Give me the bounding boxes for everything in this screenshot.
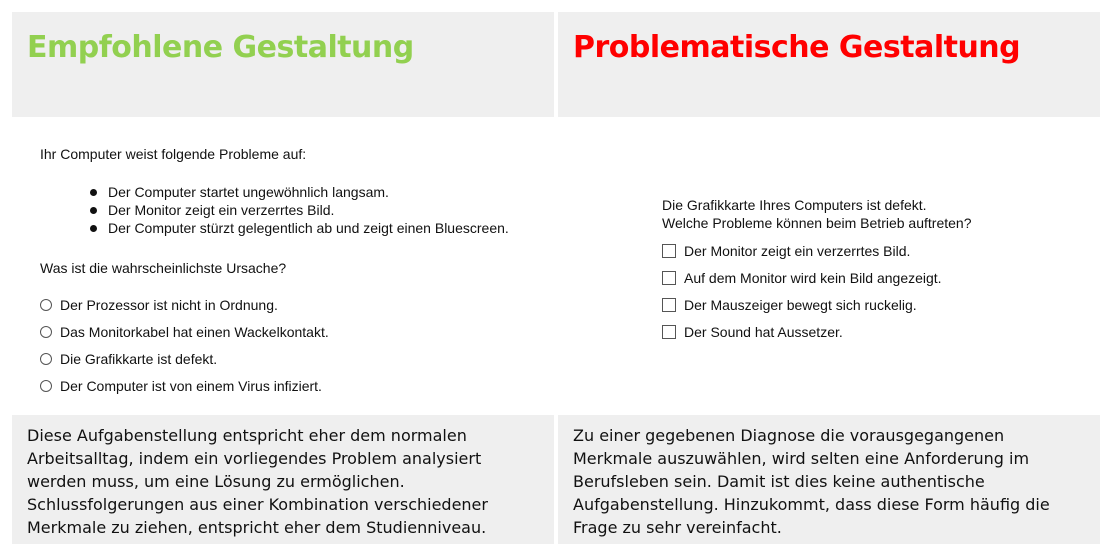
option-label: Der Monitor zeigt ein verzerrtes Bild.: [684, 243, 911, 259]
left-description: Diese Aufgabenstellung entspricht eher dem normalen Arbeitsalltag, indem ein vorliegendes Problem analysiert werden muss, um eine Lösung zu ermöglichen. Schlussfolgerungen aus einer Kombination verschiedener Merkmale zu ziehen, entspricht eher dem Studienniveau.: [12, 415, 554, 544]
checkbox[interactable]: [662, 325, 676, 339]
checkbox[interactable]: [662, 271, 676, 285]
right-question-line1: Die Grafikkarte Ihres Computers ist defekt.: [662, 197, 927, 213]
right-description: Zu einer gegebenen Diagnose die vorausgegangenen Merkmale auszuwählen, wird selten eine Anforderung im Berufsleben sein. Damit ist dies keine authentische Aufgabenstellung. Hinzukommt, dass diese Form häufig die Frage zu sehr vereinfacht.: [558, 415, 1100, 544]
radio-button[interactable]: [40, 353, 52, 365]
left-header: [12, 12, 554, 117]
checkbox-option[interactable]: [662, 241, 910, 261]
checkbox-option[interactable]: [662, 295, 917, 315]
option-label: Auf dem Monitor wird kein Bild angezeigt.: [684, 270, 942, 286]
radio-option[interactable]: [40, 322, 329, 342]
checkbox-option[interactable]: [662, 322, 843, 342]
radio-option[interactable]: [40, 376, 322, 396]
right-example: [558, 120, 1100, 413]
left-example: [12, 120, 554, 413]
option-label: Der Prozessor ist nicht in Ordnung.: [60, 297, 278, 313]
checkbox[interactable]: [662, 244, 676, 258]
left-question: Was ist die wahrscheinlichste Ursache?: [40, 260, 287, 276]
checkbox[interactable]: [662, 298, 676, 312]
left-intro: Ihr Computer weist folgende Probleme auf:: [40, 146, 307, 162]
left-heading: Empfohlene Gestaltung: [27, 30, 414, 65]
right-heading: Problematische Gestaltung: [573, 30, 1021, 65]
radio-button[interactable]: [40, 380, 52, 392]
radio-button[interactable]: [40, 299, 52, 311]
left-bullet-list: [88, 183, 509, 237]
right-question-line2: Welche Probleme können beim Betrieb auftreten?: [662, 215, 972, 231]
option-label: Der Mauszeiger bewegt sich ruckelig.: [684, 297, 917, 313]
list-item: Der Computer startet ungewöhnlich langsam.: [88, 183, 509, 201]
right-header: [558, 12, 1100, 117]
checkbox-option[interactable]: [662, 268, 942, 288]
radio-button[interactable]: [40, 326, 52, 338]
option-label: Der Computer ist von einem Virus infiziert.: [60, 378, 322, 394]
option-label: Das Monitorkabel hat einen Wackelkontakt.: [60, 324, 329, 340]
list-item: Der Computer stürzt gelegentlich ab und zeigt einen Bluescreen.: [88, 219, 509, 237]
radio-option[interactable]: [40, 295, 278, 315]
option-label: Der Sound hat Aussetzer.: [684, 324, 843, 340]
option-label: Die Grafikkarte ist defekt.: [60, 351, 218, 367]
radio-option[interactable]: [40, 349, 217, 369]
list-item: Der Monitor zeigt ein verzerrtes Bild.: [88, 201, 509, 219]
